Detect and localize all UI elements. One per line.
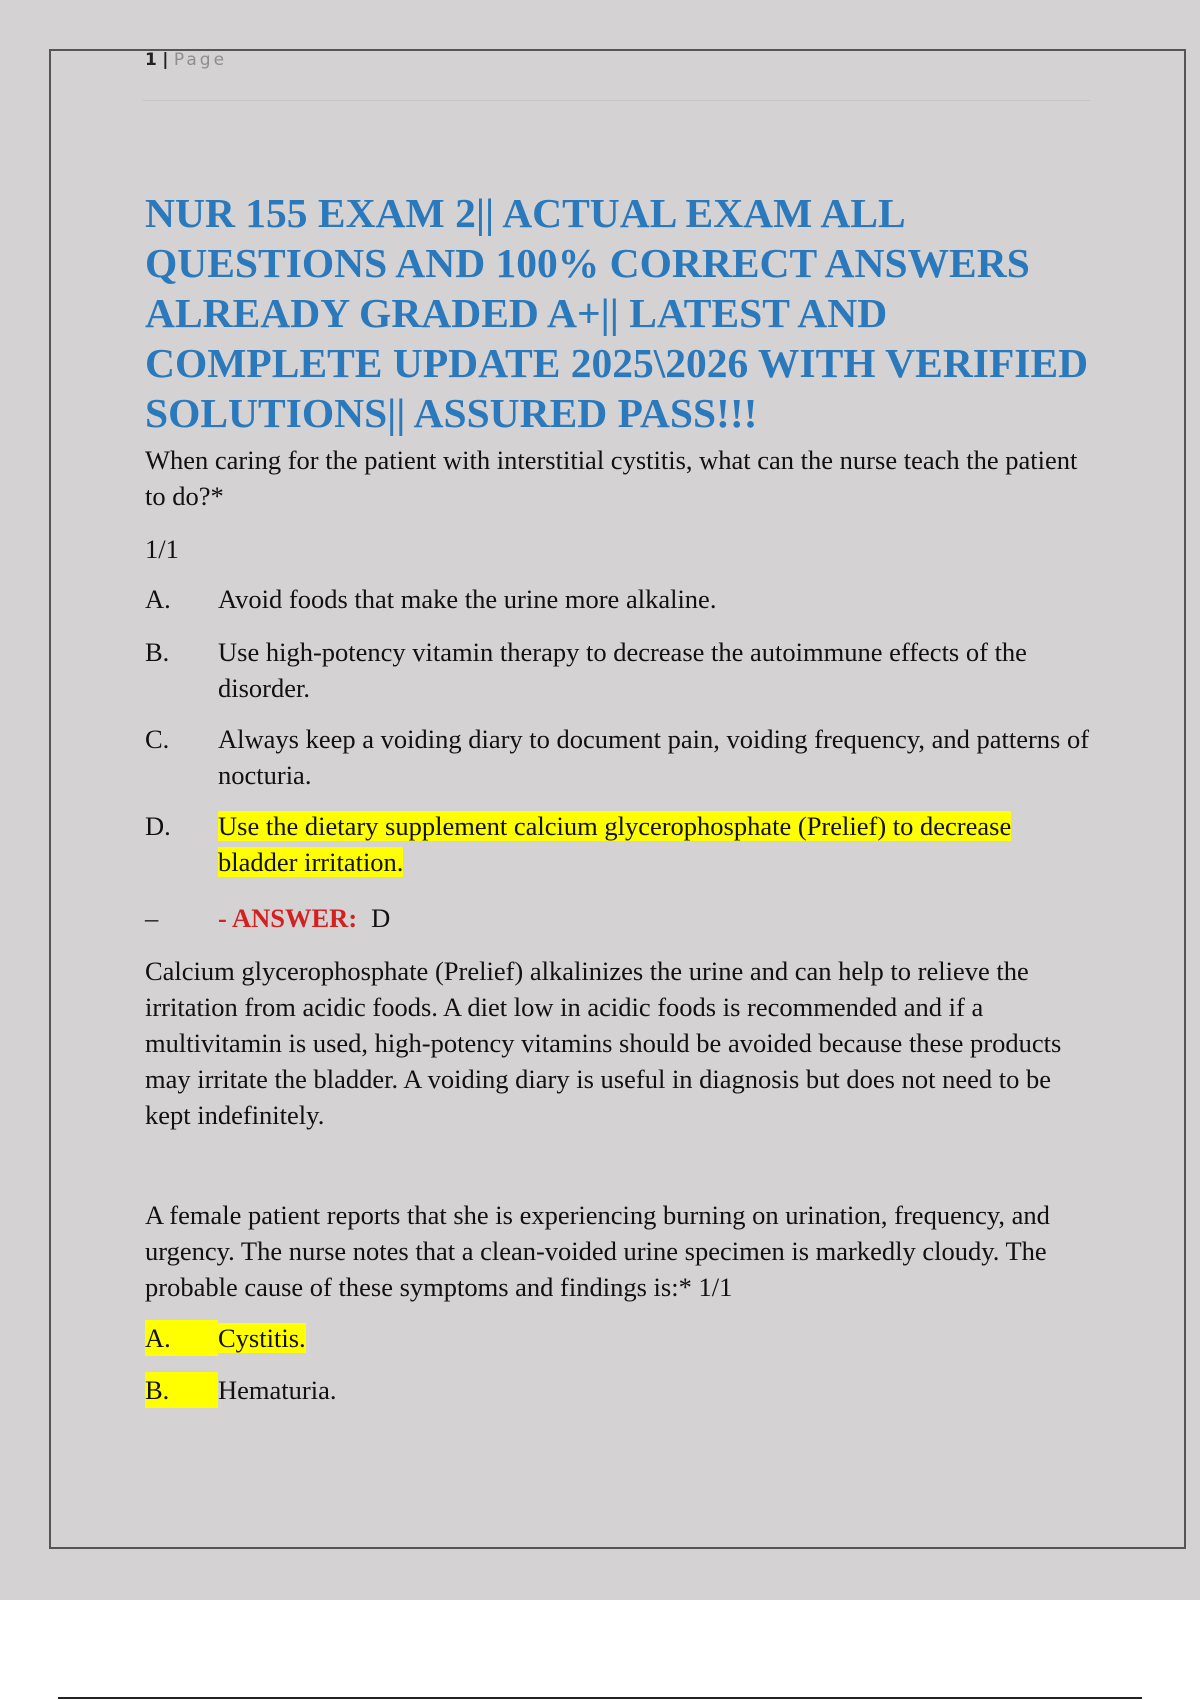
question-1-text: When caring for the patient with interstitial cystitis, what can the nurse teach the patient to do?* bbox=[145, 445, 1078, 511]
option-text: Avoid foods that make the urine more alkaline. bbox=[218, 584, 717, 614]
answer-dash: – bbox=[145, 903, 159, 933]
question-1-option-c bbox=[145, 721, 1095, 793]
option-text: Use high-potency vitamin therapy to decrease the autoimmune effects of the disorder. bbox=[218, 637, 1027, 703]
question-2-option-b bbox=[145, 1372, 1095, 1408]
option-text: Always keep a voiding diary to document pain, voiding frequency, and patterns of nocturia. bbox=[218, 724, 1090, 790]
bottom-rule bbox=[58, 1697, 1142, 1699]
option-letter: D. bbox=[145, 811, 171, 841]
option-text-highlighted bbox=[218, 808, 1095, 880]
option-text-highlighted bbox=[218, 1320, 1095, 1356]
question-1-option-d bbox=[145, 808, 1095, 880]
answer-value: D bbox=[371, 903, 391, 933]
option-letter: C. bbox=[145, 724, 170, 754]
page-word: Page bbox=[173, 50, 228, 70]
page-header bbox=[145, 50, 227, 70]
option-letter: A. bbox=[145, 584, 171, 614]
question-2-option-a bbox=[145, 1320, 1095, 1356]
highlighted-answer-text: Cystitis. bbox=[218, 1323, 306, 1353]
option-letter-highlighted: B. bbox=[145, 1372, 218, 1408]
option-letter-highlighted: A. bbox=[145, 1320, 218, 1356]
document-title: NUR 155 EXAM 2|| ACTUAL EXAM ALL QUESTIONS AND 100% CORRECT ANSWERS ALREADY GRADED A+|| LATEST AND COMPLETE UPDATE 2025\2026 WITH VERIFIED SOLUTIONS|| ASSURED PASS!!! bbox=[145, 190, 1089, 436]
question-1-option-a bbox=[145, 581, 1095, 617]
page-number: 1 bbox=[145, 50, 157, 70]
question-1-option-b bbox=[145, 634, 1095, 706]
header-rule bbox=[143, 100, 1090, 101]
question-1-score: 1/1 bbox=[145, 534, 179, 564]
answer-line bbox=[145, 900, 390, 936]
option-text: Hematuria. bbox=[218, 1375, 337, 1405]
question-2-text: A female patient reports that she is experiencing burning on urination, frequency, and urgency. The nurse notes that a clean-voided urine specimen is markedly cloudy. The probable cause of these symptoms and findings is:* 1/1 bbox=[145, 1200, 1050, 1302]
header-separator: | bbox=[162, 50, 169, 70]
rationale-text: Calcium glycerophosphate (Prelief) alkalinizes the urine and can help to relieve the irritation from acidic foods. A diet low in acidic foods is recommended and if a multivitamin is used, high-potency vitamins should be avoided because these products may irritate the bladder. A voiding diary is useful in diagnosis but does not need to be kept indefinitely. bbox=[145, 956, 1062, 1130]
option-letter: B. bbox=[145, 637, 170, 667]
answer-label: - ANSWER: bbox=[218, 903, 358, 933]
highlighted-answer-text: Use the dietary supplement calcium glycerophosphate (Prelief) to decrease bladder irritation. bbox=[218, 811, 1012, 877]
